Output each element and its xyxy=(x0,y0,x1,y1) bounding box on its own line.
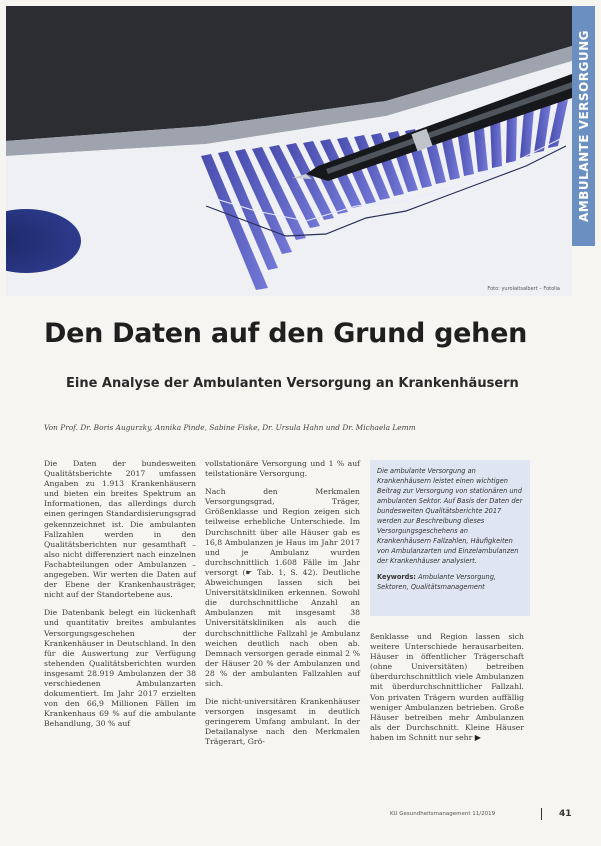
abstract-box xyxy=(370,460,530,616)
paragraph-text: ßenklasse und Region lassen sich weitere Unterschiede herausarbeiten. Häuser in öffentlicher Trägerschaft (ohne Universitäten) betreiben überdurchschnittlich viele Ambulanzen mit überdurchschnittlicher Fallzahl. Von privaten Trägern wurden auffällig weniger Ambulanzen betrieben. Große Häuser betreiben mehr Ambulanzen als der Durchschnitt. Kleine Häuser haben im Schnitt nur sehr xyxy=(370,632,524,742)
text-column-3 xyxy=(370,632,524,751)
text-column-2 xyxy=(205,459,360,756)
paragraph: Nach den Merkmalen Versorgungsgrad, Träger, Größenklasse und Region zeigen sich teilweise erhebliche Unterschiede. Im Durchschnitt über alle Häuser gab es 16,8 Ambulanzen je Haus im Jahr 2017 und je Ambulanz wurden durchschnittlich 1.608 Fälle im Jahr versorgt (☛ Tab. 1, S. 42). Deutliche Abweichungen lassen sich bei Universitätskliniken erkennen. Sowohl die durchschnittliche Anzahl an Ambulanzen mit insgesamt 38 Universitätskliniken als auch die durchschnittliche Fallzahl je Ambulanz weichen deutlich nach oben ab. Demnach versorgen gerade einmal 2 % der Häuser 20 % der Ambulanzen und 28 % der ambulanten Fallzahlen auf sich. xyxy=(205,487,360,688)
article-title: Den Daten auf den Grund gehen xyxy=(44,318,528,349)
hero-photo xyxy=(6,6,572,296)
paragraph: vollstationäre Versorgung und 1 % auf teilstationäre Versorgung. xyxy=(205,459,360,479)
footer-journal: KU Gesundheitsmanagement 11/2019 xyxy=(390,811,496,817)
section-tab xyxy=(572,6,595,246)
section-tab-label: AMBULANTE VERSORGUNG xyxy=(576,30,591,222)
chart-pen-illustration xyxy=(6,6,572,296)
footer-divider xyxy=(541,808,542,820)
text-column-1 xyxy=(44,459,196,737)
paragraph: Die Datenbank belegt ein lückenhaft und quantitativ breites ambulantes Versorgungsgeschehen der Krankenhäuser in Deutschland. In den für die Auswertung zur Verfügung stehenden Qualitätsberichten wurden insgesamt 28.919 Ambulanzen der 38 verschiedenen Ambulanzarten dokumentiert. Im Jahr 2017 erzielten von den 66,9 Millionen Fällen im Krankenhaus 69 % auf die ambulante Behandlung, 30 % auf xyxy=(44,608,196,729)
photo-credit: Foto: yurolaitsalbert – Fotolia xyxy=(487,286,560,292)
abstract-text: Die ambulante Versorgung an Krankenhäusern leistet einen wichtigen Beitrag zur Versorgung von stationären und ambulanten Sektor. Auf Basis der Daten der bundesweiten Qualitätsberichte 2017 werden zur Beschreibung dieses Versorgungsgeschehens an Krankenhäusern Fallzahlen, Häufigkeiten von Ambulanzarten und Einzelambulanzen der Krankenhäuser analysiert. xyxy=(377,467,523,565)
keywords xyxy=(377,572,523,592)
article-subtitle: Eine Analyse der Ambulanten Versorgung an Krankenhäusern xyxy=(66,376,519,391)
paragraph: Die nicht-universitären Krankenhäuser versorgen insgesamt in deutlich geringerem Umfang ambulant. In der Detailanalyse nach den Merkmalen Trägerart, Grö- xyxy=(205,697,360,747)
page-number: 41 xyxy=(559,809,572,819)
paragraph: Die Daten der bundesweiten Qualitätsberichte 2017 umfassen Angaben zu 1.913 Krankenhäusern und bieten ein breites Spektrum an Informationen, das allerdings durch einen geringen Standardisierungsgrad gekennzeichnet ist. Die ambulanten Fallzahlen werden in den Qualitätsberichten nur gesamthaft – also nicht differenziert nach einzelnen Fachabteilungen oder Ambulanzen – angegeben. Wir werten die Daten auf der Ebene der Krankenhausträger, nicht auf der Standortebene aus. xyxy=(44,459,196,600)
continue-arrow-icon: ▶ xyxy=(474,732,481,742)
article-authors: Von Prof. Dr. Boris Augurzky, Annika Pinde, Sabine Fiske, Dr. Ursula Hahn und Dr. Michaela Lemm xyxy=(44,423,416,432)
keywords-label: Keywords: xyxy=(377,573,416,581)
paragraph xyxy=(370,632,524,743)
keywords-value: Ambulante Versorgung, Sektoren, Qualitätsmanagement xyxy=(377,573,497,591)
